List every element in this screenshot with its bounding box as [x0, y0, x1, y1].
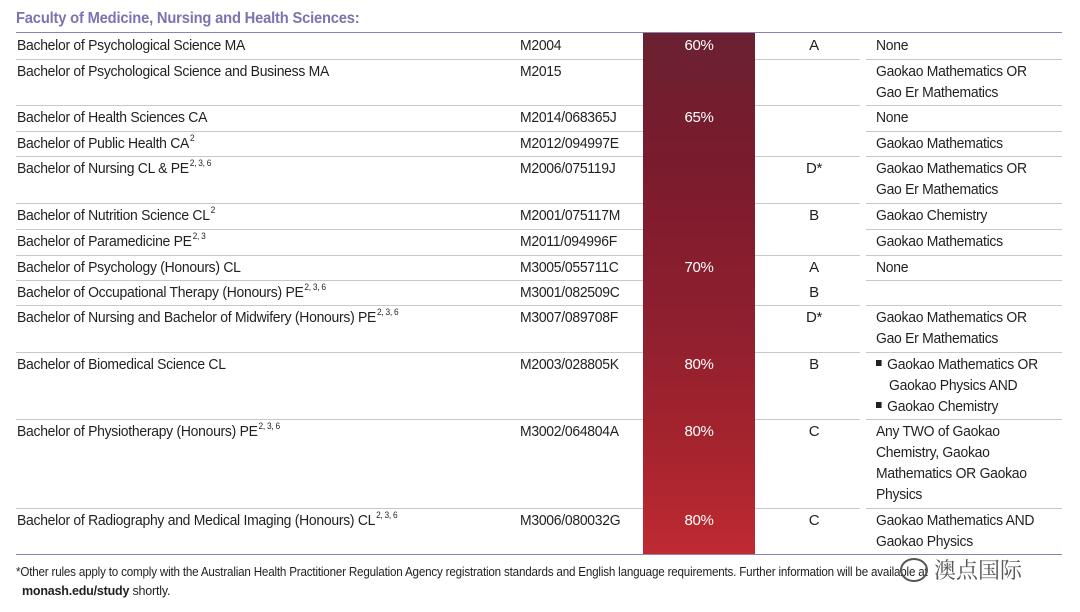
- course-name-text: Bachelor of Psychology (Honours) CL: [17, 259, 241, 276]
- atar-score: 80%: [684, 512, 714, 529]
- prerequisites: Gaokao Chemistry: [876, 207, 988, 224]
- footnote-ref: 2: [190, 133, 195, 143]
- prerequisite-text: Gaokao Mathematics OR Gaokao Physics AND: [887, 356, 1038, 394]
- level-grade: B: [809, 207, 819, 224]
- table-row: [16, 34, 1062, 60]
- bullet-square-icon: [876, 402, 882, 408]
- footnote-ref: 2, 3, 6: [258, 421, 280, 431]
- course-name: [17, 307, 398, 328]
- course-code: M3002/064804A: [520, 423, 619, 440]
- row-separator: [755, 305, 860, 306]
- prerequisites: Gaokao Mathematics OR Gao Er Mathematics: [876, 309, 1027, 347]
- row-separator: [866, 508, 1062, 509]
- course-name-text: Bachelor of Nutrition Science CL: [17, 207, 210, 224]
- table-row: [16, 230, 1062, 256]
- row-separator: [866, 280, 1062, 281]
- course-name-text: Bachelor of Occupational Therapy (Honours) PE: [17, 284, 304, 301]
- row-separator: [16, 203, 643, 204]
- course-code: M2004: [520, 37, 562, 54]
- study-link[interactable]: monash.edu/study: [22, 584, 130, 598]
- row-separator: [866, 59, 1062, 60]
- prerequisites: None: [876, 109, 909, 126]
- footnote-text: *Other rules apply to comply with the Australian Health Practitioner Regulation Agency registration standards and English language requirements. Further information will be available at: [16, 565, 928, 579]
- table-row: [16, 509, 1062, 554]
- row-separator: [866, 352, 1062, 353]
- course-code: M2014/068365J: [520, 109, 617, 126]
- row-separator: [16, 255, 643, 256]
- table-row: [16, 353, 1062, 420]
- prerequisites: Gaokao Mathematics AND Gaokao Physics: [876, 512, 1035, 550]
- row-separator: [755, 59, 860, 60]
- row-separator: [16, 508, 643, 509]
- row-separator: [755, 203, 860, 204]
- course-name-text: Bachelor of Psychological Science MA: [17, 37, 246, 54]
- course-name: [17, 510, 397, 531]
- row-separator: [755, 508, 860, 509]
- prerequisites: None: [876, 37, 909, 54]
- row-separator: [866, 156, 1062, 157]
- row-separator: [866, 203, 1062, 204]
- row-separator: [755, 255, 860, 256]
- top-rule: [16, 32, 1062, 33]
- footnote-ref: 2, 3: [192, 231, 206, 241]
- course-name-text: Bachelor of Physiotherapy (Honours) PE: [17, 423, 258, 440]
- course-name: [17, 61, 329, 82]
- course-code: M2011/094996F: [520, 233, 617, 250]
- level-grade: C: [808, 423, 820, 440]
- atar-score: 60%: [684, 37, 714, 54]
- table-row: [16, 157, 1062, 204]
- level-grade: A: [809, 37, 819, 54]
- course-name: [17, 35, 245, 56]
- atar-score: 65%: [684, 109, 714, 126]
- prerequisite-bullet: [876, 354, 1049, 396]
- prerequisites: Gaokao Mathematics OR Gao Er Mathematics: [876, 160, 1027, 198]
- course-name: [17, 205, 215, 226]
- atar-score: 80%: [684, 423, 714, 440]
- faculty-heading: Faculty of Medicine, Nursing and Health Sciences:: [16, 10, 360, 27]
- row-separator: [866, 255, 1062, 256]
- course-code: M2012/094997E: [520, 135, 619, 152]
- table-row: [16, 256, 1062, 281]
- row-separator: [16, 156, 643, 157]
- wechat-icon: [900, 558, 928, 582]
- level-grade: B: [809, 356, 819, 373]
- table-row: [16, 281, 1062, 306]
- course-code: M3001/082509C: [520, 284, 620, 301]
- table-row: [16, 106, 1062, 132]
- level-grade: B: [809, 284, 819, 301]
- level-grade: D*: [805, 160, 823, 177]
- watermark: [900, 554, 1022, 585]
- row-separator: [16, 280, 643, 281]
- table-row: [16, 306, 1062, 353]
- row-separator: [16, 305, 643, 306]
- course-code: M3005/055711C: [520, 259, 619, 276]
- table-row: [16, 420, 1062, 509]
- watermark-text: 澳点国际: [934, 558, 1023, 583]
- course-name-text: Bachelor of Health Sciences CA: [17, 109, 208, 126]
- atar-score: 70%: [684, 259, 714, 276]
- row-separator: [16, 105, 643, 106]
- course-name: [17, 421, 280, 442]
- prerequisites: Gaokao Mathematics OR Gao Er Mathematics: [876, 63, 1027, 101]
- course-name: [17, 107, 207, 128]
- level-grade: A: [809, 259, 819, 276]
- row-separator: [755, 156, 860, 157]
- course-name: [17, 354, 226, 375]
- course-name: [17, 133, 194, 154]
- course-name-text: Bachelor of Nursing CL & PE: [17, 160, 189, 177]
- level-grade: C: [808, 512, 820, 529]
- footnote-suffix: shortly.: [129, 584, 171, 598]
- row-separator: [755, 419, 860, 420]
- course-code: M2003/028805K: [520, 356, 619, 373]
- row-separator: [866, 131, 1062, 132]
- row-separator: [866, 419, 1062, 420]
- prerequisites: [876, 354, 1049, 417]
- row-separator: [16, 419, 643, 420]
- prerequisites: Gaokao Mathematics: [876, 135, 1003, 152]
- prerequisites: Any TWO of Gaokao Chemistry, Gaokao Mathematics OR Gaokao Physics: [876, 423, 1027, 503]
- prerequisites: Gaokao Mathematics: [876, 233, 1003, 250]
- course-name: [17, 158, 211, 179]
- row-separator: [16, 59, 643, 60]
- row-separator: [16, 229, 643, 230]
- course-name: [17, 257, 241, 278]
- footnote-ref: 2: [210, 205, 216, 215]
- atar-score: 80%: [684, 356, 714, 373]
- course-name: [17, 231, 205, 252]
- table-row: [16, 132, 1062, 157]
- row-separator: [866, 105, 1062, 106]
- level-grade: D*: [805, 309, 823, 326]
- row-separator: [755, 352, 860, 353]
- row-separator: [755, 105, 860, 106]
- course-name-text: Bachelor of Psychological Science and Business MA: [17, 63, 330, 80]
- prerequisite-text: Gaokao Chemistry: [887, 398, 999, 415]
- footnote-ref: 2, 3, 6: [376, 510, 398, 520]
- course-name-text: Bachelor of Nursing and Bachelor of Midwifery (Honours) PE: [17, 309, 377, 326]
- course-code: M3006/080032G: [520, 512, 621, 529]
- course-code: M2015: [520, 63, 562, 80]
- course-name: [17, 282, 326, 303]
- bullet-square-icon: [876, 360, 882, 366]
- table-row: [16, 60, 1062, 106]
- course-code: M2006/075119J: [520, 160, 616, 177]
- course-name-text: Bachelor of Biomedical Science CL: [17, 356, 226, 373]
- row-separator: [866, 305, 1062, 306]
- row-separator: [16, 352, 643, 353]
- prerequisites: None: [876, 259, 909, 276]
- course-name-text: Bachelor of Public Health CA: [17, 135, 190, 152]
- footnote-ref: 2, 3, 6: [304, 282, 326, 292]
- footnote-ref: 2, 3, 6: [189, 158, 212, 168]
- row-separator: [16, 131, 643, 132]
- course-code: M3007/089708F: [520, 309, 618, 326]
- row-separator: [866, 229, 1062, 230]
- footnote-ref: 2, 3, 6: [377, 307, 399, 317]
- course-code: M2001/075117M: [520, 207, 621, 224]
- course-name-text: Bachelor of Paramedicine PE: [17, 233, 192, 250]
- prerequisite-bullet: [876, 396, 1049, 417]
- course-name-text: Bachelor of Radiography and Medical Imaging (Honours) CL: [17, 512, 376, 529]
- table-row: [16, 204, 1062, 230]
